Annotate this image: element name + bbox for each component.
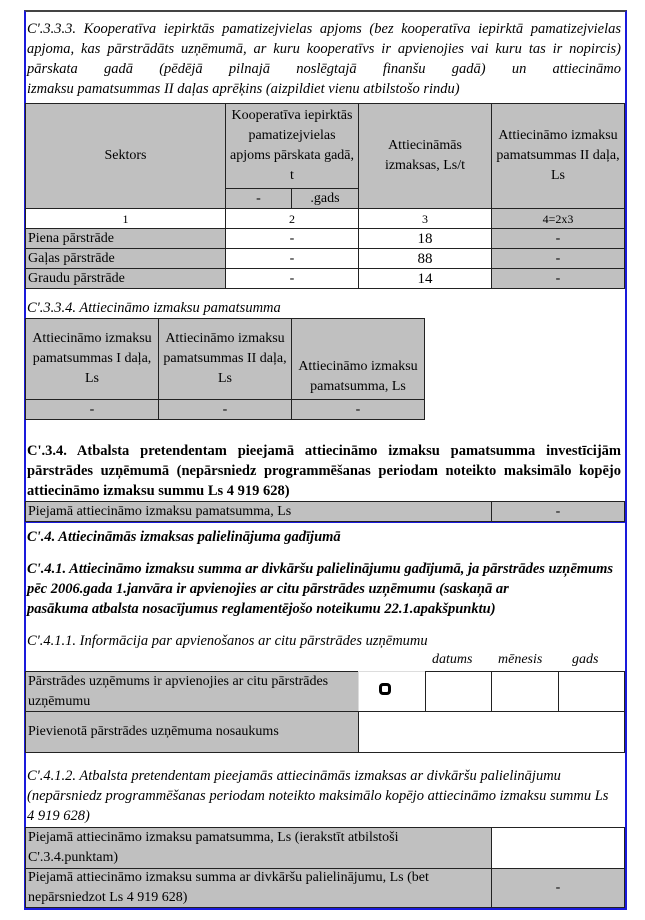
cost-value: 18 [358,228,492,249]
year-input[interactable] [558,671,625,712]
part2-value: - [491,248,625,269]
part2-value: - [158,399,292,420]
header-part1: Attiecināmo izmaksu pamatsummas I daļa, Ls [25,318,159,400]
sector-label: Graudu pārstrāde [25,268,226,289]
header-sektors: Sektors [25,103,226,209]
section-c3334-title: C'.3.3.4. Attiecināmo izmaksu pamatsumma [27,300,281,316]
label-menesis: mēnesis [498,652,543,667]
section-c4-title: C'.4. Attiecināmās izmaksas palielinājuma gadījumā [27,529,341,545]
part2-value: - [491,228,625,249]
cost-value: 14 [358,268,492,289]
sector-label: Gaļas pārstrāde [25,248,226,269]
volume-input[interactable]: - [225,248,359,269]
section-c3333-title: C'.3.3.3. Kooperatīva iepirktās pamatizejvielas apjoms (bez kooperatīva iepirktā pamatizejvielas apjoma, kas pārstrādāts uzņēmumā, ar kuru kooperatīvs ir apvienojies vai kuru tas ir nopircis) pārskata gadā (pēdējā pilnajā noslēgtajā finanšu gadā) un attiecināmo izmaksu pamatsummas II daļas aprēķins (aizpildiet vienu atbilstošo rindu) [27,21,621,97]
subheader-dash: - [225,188,292,209]
base-sum-label: Piejamā attiecināmo izmaksu pamatsumma, Ls (ierakstīt atbilstoši C'.3.4.punktam) [25,827,492,869]
available-sum-label: Piejamā attiecināmo izmaksu pamatsumma, Ls [25,501,492,522]
day-input[interactable] [425,671,492,712]
part1-value: - [25,399,159,420]
section-c334-title: C'.3.4. Atbalsta pretendentam pieejamā attiecināmo izmaksu pamatsumma investīcijām pārstrādes uzņēmumā (nepārsniedz programmēšanas periodam noteikto maksimālo kopējo attiecināmo izmaksu summu Ls 4 919 628) [27,443,621,499]
cost-value: 88 [358,248,492,269]
doubled-sum-label: Piejamā attiecināmo izmaksu summa ar divkāršu palielinājumu, Ls (bet nepārsniedzot Ls 4 919 628) [25,868,492,908]
header-total: Attiecināmo izmaksu pamatsumma, Ls [291,318,425,400]
volume-input[interactable]: - [225,268,359,289]
label-datums: datums [432,652,473,667]
part2-value: - [491,268,625,289]
base-sum-input[interactable] [491,827,625,869]
company-name-label: Pievienotā pārstrādes uzņēmuma nosaukums [25,711,359,753]
doubled-sum-value: - [491,868,625,908]
header-cost: Attiecināmās izmaksas, Ls/t [358,103,492,209]
volume-input[interactable]: - [225,228,359,249]
total-value: - [291,399,425,420]
label-gads: gads [572,652,599,667]
section-c41-title: C'.4.1. Attiecināmo izmaksu summa ar divkāršu palielinājumu gadījumā, ja pārstrādes uzņēmums pēc 2006.gada 1.janvāra ir apvienojies ar citu pārstrādes uzņēmumu (saskaņā ar pasākuma atbalsta nosacījumus reglamentējošo noteikumu 22.1.apakšpunktu) [27,561,614,617]
header-part2: Attiecināmo izmaksu pamatsummas II daļa, Ls [491,103,625,209]
merged-checkbox[interactable] [379,683,391,695]
header-part2: Attiecināmo izmaksu pamatsummas II daļa, Ls [158,318,292,400]
col-number: 4=2x3 [491,208,625,229]
subheader-year: .gads [291,188,359,209]
merged-label: Pārstrādes uzņēmums ir apvienojies ar citu pārstrādes uzņēmumu [25,671,359,712]
col-number: 1 [25,208,226,229]
section-c412-title: C'.4.1.2. Atbalsta pretendentam pieejamās attiecināmās izmaksas ar divkāršu palielinājumu (nepārsniedz programmēšanas periodam noteikto maksimālo kopējo attiecināmo izmaksu summu Ls 4 919 628) [27,768,609,824]
company-name-input[interactable] [358,711,625,753]
col-number: 2 [225,208,359,229]
sector-label: Piena pārstrāde [25,228,226,249]
available-sum-value: - [491,501,625,522]
header-volume: Kooperatīva iepirktās pamatizejvielas apjoms pārskata gadā, t [225,103,359,189]
merged-checkbox-cell[interactable] [358,671,426,712]
month-input[interactable] [491,671,559,712]
col-number: 3 [358,208,492,229]
section-c411-title: C'.4.1.1. Informācija par apvienošanos ar citu pārstrādes uzņēmumu [27,633,428,649]
